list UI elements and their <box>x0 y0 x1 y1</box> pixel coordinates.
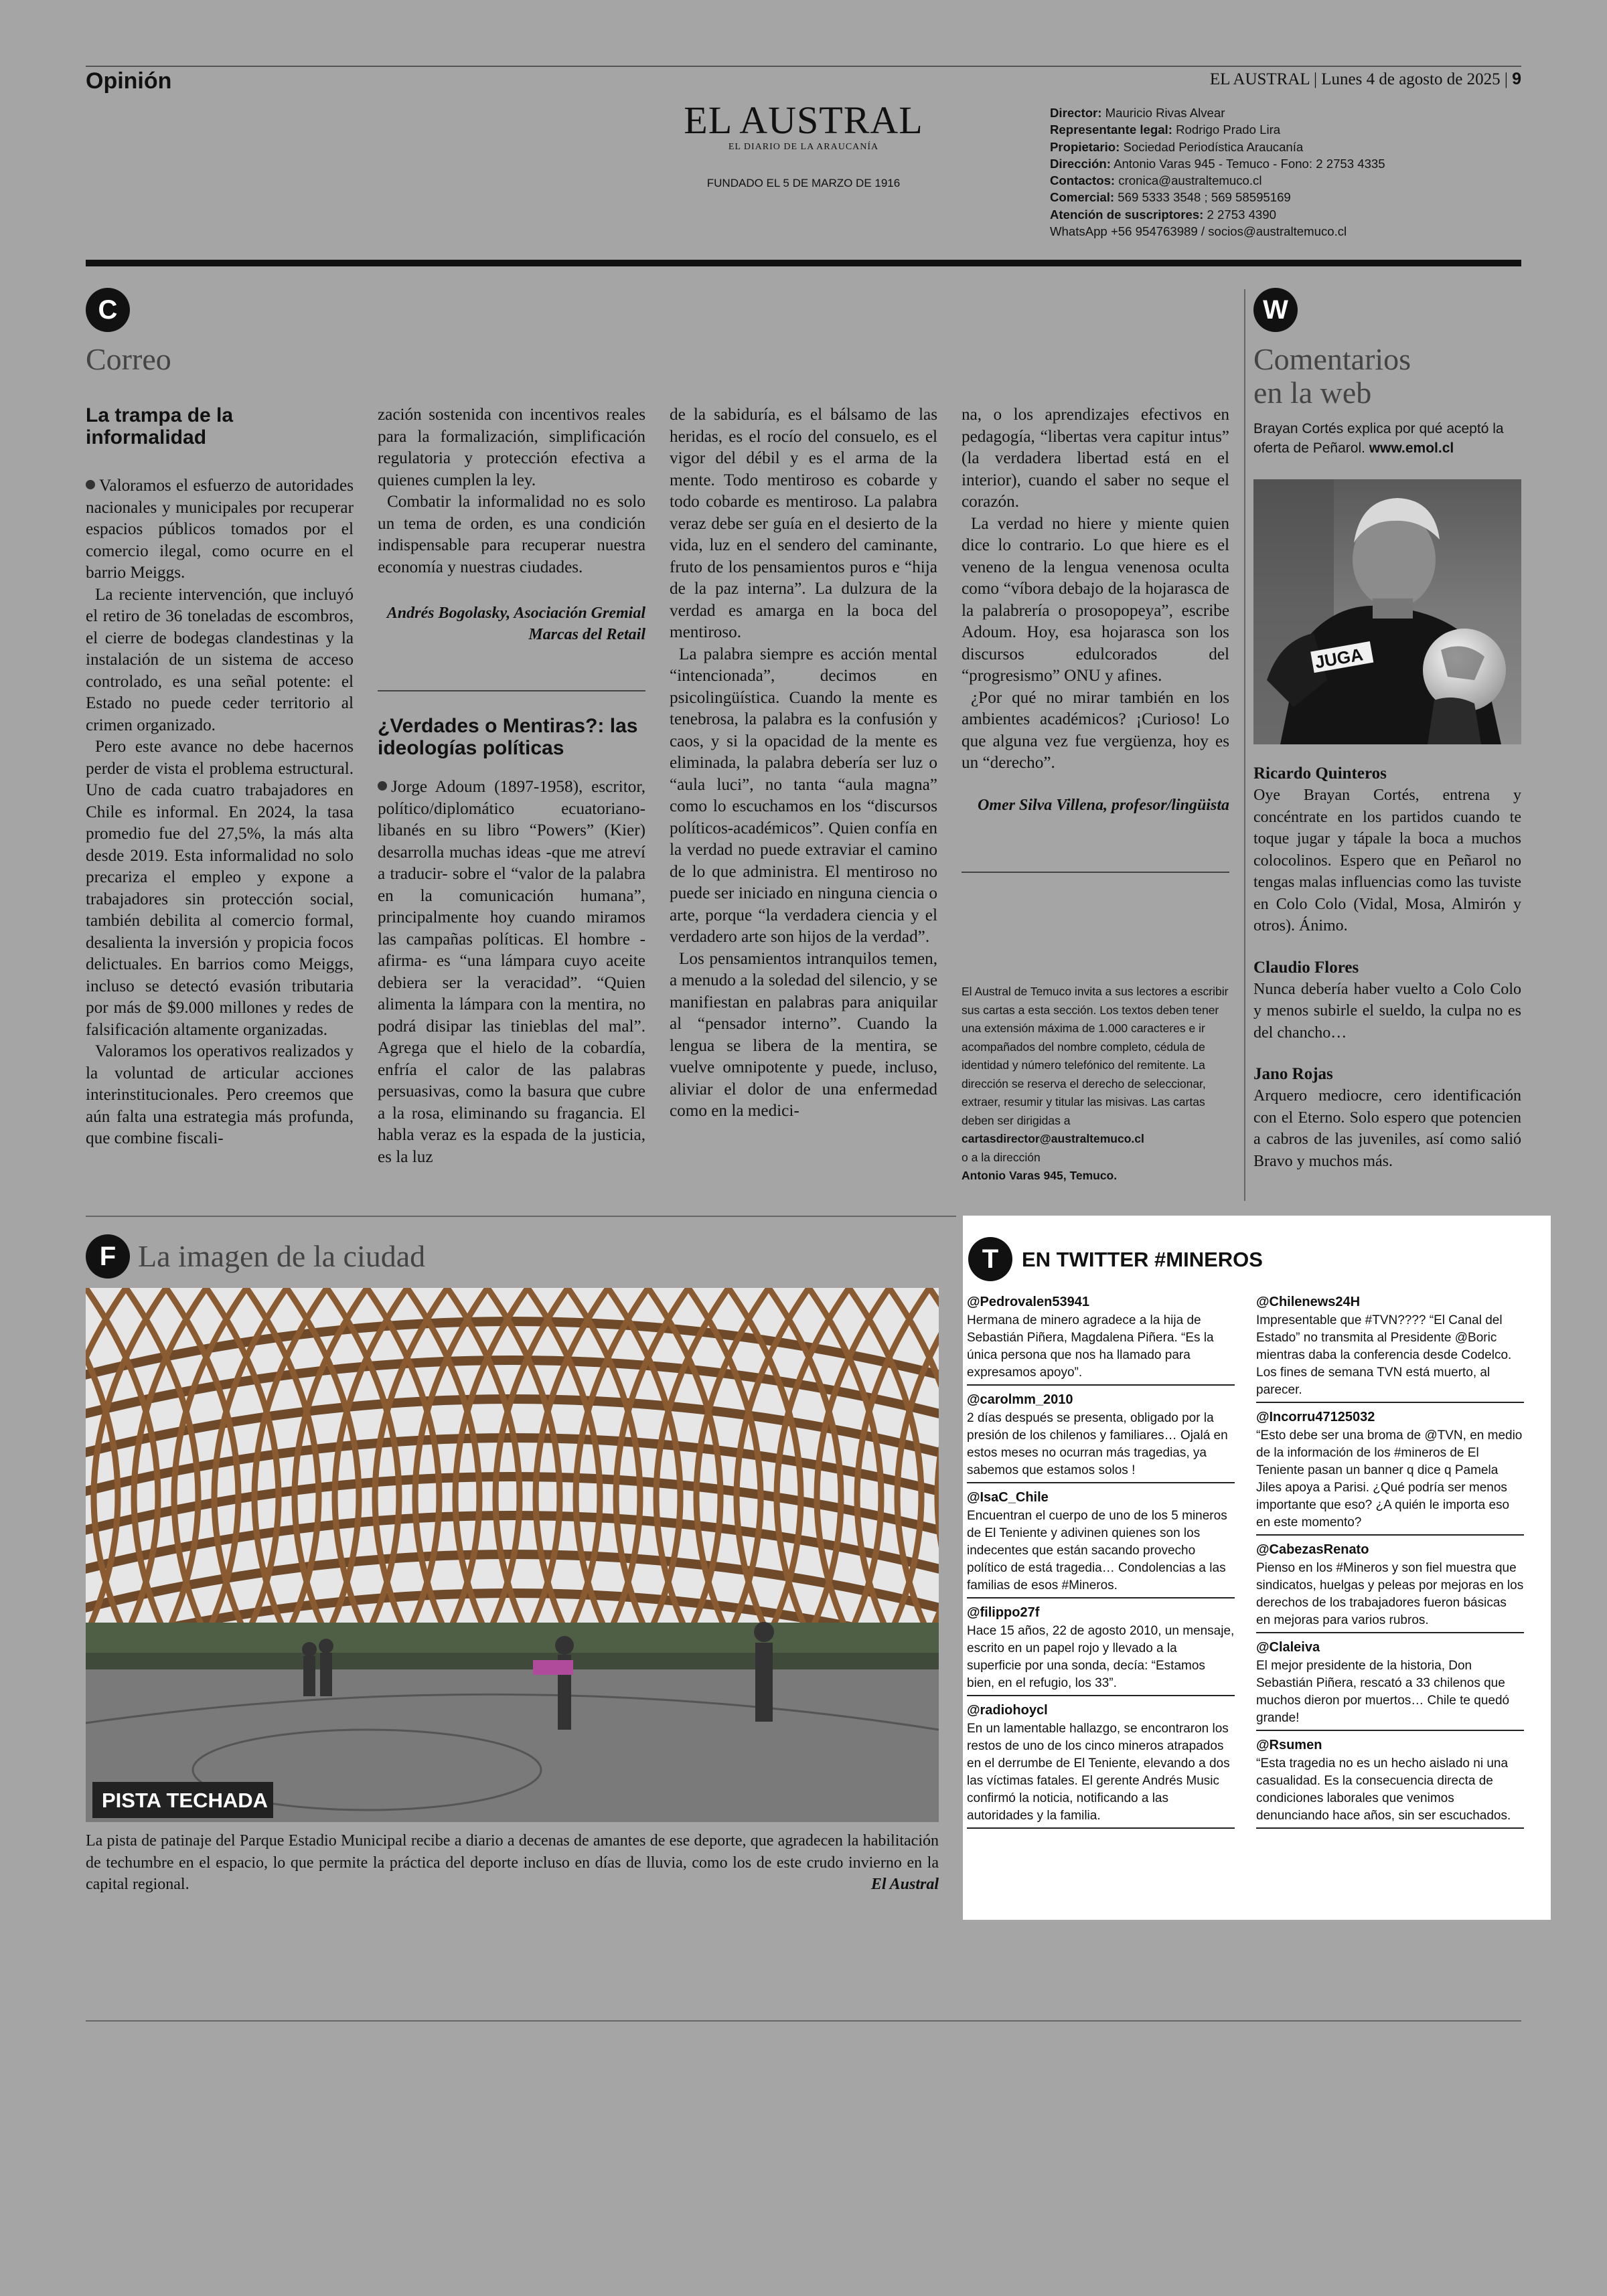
page-header-date: EL AUSTRAL | Lunes 4 de agosto de 2025 | 9 <box>1209 70 1521 88</box>
masthead-line <box>1050 172 1425 189</box>
comment-text: Oye Brayan Cortés, entrena y concéntrate en los partidos cuando te toque jugar y tápale la boca a muchos colocolinos. Espero que en Peñarol no tengas malas influencias como las tuviste en Colo Colo (Vidal, Mosa, Almirón y otros). Ánimo. <box>1253 787 1521 934</box>
letter2-paragraph: Jorge Adoum (1897-1958), escritor, político/diplomático ecuatoriano-libanés en su libro “Powers” (Kier) desarrolla muchas ideas -que me atreví a traducir- sobre el “valor de la palabra en la comunicación humana”, principalmente hoy cuando miramos las campañas políticas. El hombre -afirma- es “una lámpara cuyo aceite debiera ser la veracidad”. “Quien alimenta la lámpara con la mentira, no podrá disipar las tinieblas del mal”. Agrega que el hielo de la cobardía, enfría el calor de las palabras persuasivas, como la basura que cubre a la rosa, eliminando su fragancia. El habla veraz es la espada de la justicia, es la luz <box>378 778 645 1166</box>
letter2-title: ¿Verdades o Mentiras?: las ideologías políticas <box>378 715 638 759</box>
tweet-text: Encuentran el cuerpo de uno de los 5 mineros de El Teniente y adivinen quienes son los indecentes que están sacando provecho político de está tragedia… Condolencias a las familias de esos #Mineros. <box>967 1509 1227 1592</box>
paper-name: EL AUSTRAL <box>1209 70 1310 88</box>
tweet-handle[interactable]: @Claleiva <box>1256 1640 1320 1655</box>
bullet-icon <box>86 480 95 489</box>
comentarios-link[interactable]: www.emol.cl <box>1369 440 1454 456</box>
top-rule <box>86 66 1521 67</box>
masthead-value: 2 2753 4390 <box>1203 207 1276 222</box>
comentarios-title <box>1253 343 1411 410</box>
comentarios-title-line: en la web <box>1253 376 1372 410</box>
comentarios-subtitle-text: Brayan Cortés explica por qué aceptó la oferta de Peñarol. <box>1253 421 1504 456</box>
imagen-top-rule <box>86 1216 956 1217</box>
tweet-text: Hace 15 años, 22 de agosto 2010, un mensaje, escrito en un papel rojo y llevado a la superficie por una sonda, decía: “Estamos bien, en el refugio, los 33”. <box>967 1624 1235 1690</box>
tweet-handle[interactable]: @filippo27f <box>967 1605 1040 1620</box>
masthead-label: Dirección: <box>1050 156 1111 171</box>
skating-rink-photo <box>86 1288 939 1822</box>
tweet-text: En un lamentable hallazgo, se encontraron los restos de uno de los cinco mineros atrapados en el derrumbe de El Teniente, elevando a dos las víctimas fatales. El gerente Andrés Music confirmó la noticia, notificando a las autoridades y la familia. <box>967 1722 1230 1823</box>
jersey-text: JUGA <box>1313 644 1365 673</box>
twitter-panel <box>963 1216 1551 1920</box>
tweet-handle[interactable]: @Pedrovalen53941 <box>967 1295 1089 1309</box>
masthead-label: Propietario: <box>1050 139 1120 154</box>
logo-tagline: EL DIARIO DE LA ARAUCANÍA <box>728 142 879 152</box>
masthead-line <box>1050 223 1425 240</box>
comentarios-subtitle <box>1253 419 1521 458</box>
comment-item <box>1253 763 1521 937</box>
header-thick-rule <box>86 260 1521 266</box>
column-divider <box>1244 289 1245 1201</box>
letter2-column-1 <box>378 715 645 1168</box>
bullet-icon <box>378 781 387 791</box>
letters-note <box>962 983 1229 1185</box>
letter1-signature: Andrés Bogolasky, Asociación Gremial Marcas del Retail <box>386 604 645 643</box>
imagen-title: La imagen de la ciudad <box>138 1239 426 1273</box>
tweet-handle[interactable]: @IsaC_Chile <box>967 1490 1049 1505</box>
tweet <box>1256 1637 1524 1731</box>
letter1-column-1 <box>86 404 354 1150</box>
masthead-value: cronica@australtemuco.cl <box>1115 173 1262 188</box>
comment-item <box>1253 1064 1521 1172</box>
letter2-paragraph: de la sabiduría, es el bálsamo de las heridas, es el rocío del consuelo, es el vigor del débil y es el arma de la mente. Todo mentiroso es cobarde y todo cobarde es mentiroso. La palabra veraz debe ser guía en el desierto de la vida, luz en el sendero del caminante, fruto de los pensamientos puros e “hija de la paz interna”. La dulzura de la verdad es amarga en la boca del mentiroso. <box>670 406 937 641</box>
tweet <box>1256 1407 1524 1536</box>
masthead-label: Atención de suscriptores: <box>1050 207 1204 222</box>
masthead-line <box>1050 206 1425 223</box>
masthead-line <box>1050 121 1425 138</box>
letter1-paragraph: La reciente intervención, que incluyó el retiro de 36 toneladas de escombros, el cierre de bodegas clandestinas y la instalación de un sistema de acceso controlado, es una señal potente: el Estado no puede ceder territorio al crimen organizado. <box>86 585 354 734</box>
tweet <box>967 1487 1235 1598</box>
letter1-paragraph: zación sostenida con incentivos reales para la formalización, simplificación regulatoria y protección efectiva a quienes cumplen la ley. <box>378 406 645 489</box>
section-label: Opinión <box>86 68 172 94</box>
masthead-value: Rodrigo Prado Lira <box>1172 122 1281 137</box>
masthead-line <box>1050 189 1425 206</box>
comment-author: Ricardo Quinteros <box>1253 764 1387 783</box>
logo-name: EL AUSTRAL <box>684 98 923 142</box>
masthead <box>1050 104 1425 240</box>
letter1-title: La trampa de la informalidad <box>86 404 234 448</box>
letter2-paragraph: ¿Por qué no mirar también en los ambientes académicos? ¡Curioso! Lo que alguna vez fue vergüenza, hoy es un “derecho”. <box>962 688 1229 772</box>
logo <box>670 100 937 190</box>
tweet <box>1256 1292 1524 1403</box>
comment-author: Jano Rojas <box>1253 1065 1333 1083</box>
tweet-text: Impresentable que #TVN???? “El Canal del Estado” no transmita al Presidente @Boric mientras daba la conferencia desde Codelco. Los fines de semana TVN está muerto, al parecer. <box>1256 1313 1512 1397</box>
tweet <box>967 1292 1235 1386</box>
letter1-column-2 <box>378 404 645 645</box>
masthead-line <box>1050 155 1425 172</box>
tweet <box>1256 1540 1524 1633</box>
tweet-handle[interactable]: @Rsumen <box>1256 1738 1322 1752</box>
letter2-signature: Omer Silva Villena, profesor/lingüista <box>977 796 1229 814</box>
comment-text: Nunca debería haber vuelto a Colo Colo y menos subirle el sueldo, la culpa no es del chancho… <box>1253 980 1521 1042</box>
player-photo <box>1253 479 1521 744</box>
twitter-title: EN TWITTER #MINEROS <box>1022 1248 1263 1271</box>
correo-title: Correo <box>86 342 171 376</box>
letter1-paragraph: Valoramos el esfuerzo de autoridades nacionales y municipales por recuperar espacios públicos tomados por el comercio ilegal, como ocurre en el barrio Meiggs. <box>86 477 354 582</box>
tweet <box>1256 1735 1524 1829</box>
note-divider <box>962 872 1229 873</box>
letter2-paragraph: La palabra siempre es acción mental “intencionada”, decimos en psicolingüística. Cuando la mente es tenebrosa, la palabra es la confusión y caos, y si la opacidad de la mente es eliminada, la palabra debería ser luz o “aula luci”, no tanta “aula magna” como lo escuchamos en los “discursos políticos-académicos”. Quien confía en la verdad no puede extraviar el camino de lo que administra. El mentiroso no puede ser iniciado en ninguna ciencia o arte, porque “la verdadera ciencia y el verdadero arte son hijos de la verdad”. <box>670 645 937 946</box>
bottom-rule <box>86 2020 1521 2022</box>
correo-badge: C <box>86 288 130 332</box>
tweets-left-column <box>967 1292 1235 1833</box>
letter1-paragraph: Pero este avance no debe hacernos perder de vista el problema estructural. Uno de cada cuatro trabajadores en Chile es informal. En 2024, la tasa promedio fue del 27,5%, la más alta desde 2019. Esta informalidad no solo precariza el empleo y expone a trabajadores sin protección social, también debilita al comercio formal, desalienta la inversión y propicia focos delictuales. En barrios como Meiggs, incluso se detectó evasión tributaria por más de $9.000 millones y redes de falsificación altamente organizadas. <box>86 738 354 1039</box>
tweet-text: 2 días después se presenta, obligado por la presión de los chilenos y familiares… Ojalá en estos meses no ocurran más tragedias, ya sabemos que estamos solos ! <box>967 1411 1228 1477</box>
photo-label: PISTA TECHADA <box>102 1789 268 1812</box>
note-address: Antonio Varas 945, Temuco. <box>962 1169 1118 1182</box>
masthead-label: Representante legal: <box>1050 122 1172 137</box>
tweet <box>967 1390 1235 1483</box>
masthead-value: Antonio Varas 945 - Temuco - Fono: 2 2753 4335 <box>1110 156 1385 171</box>
tweet-handle[interactable]: @Chilenews24H <box>1256 1295 1361 1309</box>
letter2-paragraph: La verdad no hiere y miente quien dice lo contrario. Lo que hiere es el veneno de la lengua venenosa oculta como “víbora debajo de la hojarasca de la palabrería o prosopopeya”, escribe Adoum. Hoy, esa hojarasca son los discursos edulcorados del “progresismo” ONU y afines. <box>962 514 1229 685</box>
imagen-badge: F <box>86 1234 130 1279</box>
masthead-line <box>1050 104 1425 121</box>
masthead-line <box>1050 139 1425 155</box>
player-photo-svg <box>1253 479 1521 744</box>
note-email[interactable]: cartasdirector@australtemuco.cl <box>962 1132 1144 1145</box>
tweet-text: “Esto debe ser una broma de @TVN, en medio de la información de los #mineros de El Teniente pasan un banner q dice q Pamela Jiles apoya a Parisi. ¿Qué podría ser menos importante que eso? ¿A quién le importa eso en este momento? <box>1256 1428 1523 1530</box>
letter1-paragraph: Valoramos los operativos realizados y la voluntad de articular acciones interinstitucionales. Pero creemos que aún falta una estrategia más profunda, que combine fiscali- <box>86 1042 354 1147</box>
comentarios-list <box>1253 763 1521 1192</box>
tweet <box>967 1603 1235 1696</box>
tweet-text: “Esta tragedia no es un hecho aislado ni una casualidad. Es la consecuencia directa de condiciones laborales que venimos denunciando hace años, sin ser escuchados. <box>1256 1756 1511 1823</box>
letter2-paragraph: Los pensamientos intranquilos temen, a menudo a la soledad del silencio, y se manifiestan en palabras para aniquilar al “pensador interno”. Cuando la lengua se libera de la mentira, se vuelve omnipotente y puede, incluso, aliviar el dolor de una enfermedad como en la medici- <box>670 949 937 1120</box>
comment-text: Arquero mediocre, cero identificación con el Eterno. Solo espero que potencien a cabros de las juveniles, así como salió Bravo y muchos más. <box>1253 1087 1521 1170</box>
date: Lunes 4 de agosto de 2025 <box>1321 70 1501 88</box>
comentarios-badge: W <box>1253 288 1298 332</box>
note-text: El Austral de Temuco invita a sus lectores a escribir sus cartas a esta sección. Los textos deben tener una extensión máxima de 1.000 caracteres e ir acompañados del nombre completo, cédula de identidad y número telefónico del remitente. La dirección se reserva el derecho de seleccionar, extraer, resumir y titular las misivas. Las cartas deben ser dirigidas a <box>962 985 1229 1127</box>
tweet-handle[interactable]: @radiohoycl <box>967 1703 1048 1718</box>
tweet-handle[interactable]: @CabezasRenato <box>1256 1542 1369 1557</box>
twitter-badge: T <box>968 1237 1012 1281</box>
skating-rink-svg <box>86 1288 939 1822</box>
comentarios-title-line: Comentarios <box>1253 342 1411 376</box>
comment-author: Claudio Flores <box>1253 958 1359 977</box>
letter2-column-3 <box>962 404 1229 816</box>
photo-caption <box>86 1830 939 1896</box>
tweet-text: El mejor presidente de la historia, Don Sebastián Piñera, rescató a 33 chilenos que muchos dieron por muertos… Chile te quedó grande! <box>1256 1659 1510 1725</box>
letter2-column-2 <box>670 404 937 1123</box>
letter-divider <box>378 690 645 691</box>
photo-credit: El Austral <box>870 1876 939 1893</box>
masthead-label: Contactos: <box>1050 173 1116 188</box>
tweets-right-column <box>1256 1292 1524 1833</box>
tweet-text: Hermana de minero agradece a la hija de Sebastián Piñera, Magdalena Piñera. “Es la única persona que nos ha llamado para expresamos apoyo”. <box>967 1313 1214 1380</box>
masthead-value: 569 5333 3548 ; 569 58595169 <box>1114 190 1291 205</box>
tweet-handle[interactable]: @carolmm_2010 <box>967 1392 1073 1407</box>
page-number: 9 <box>1512 70 1521 88</box>
letter1-paragraph: Combatir la informalidad no es solo un tema de orden, es una condición indispensable para recuperar nuestra economía y nuestras ciudades. <box>378 493 645 576</box>
founded-line: FUNDADO EL 5 DE MARZO DE 1916 <box>706 177 901 189</box>
tweet-handle[interactable]: @Incorru47125032 <box>1256 1410 1375 1424</box>
masthead-label: Comercial: <box>1050 190 1115 205</box>
masthead-value: Mauricio Rivas Alvear <box>1101 106 1225 120</box>
masthead-label: Director: <box>1050 106 1102 120</box>
caption-text: La pista de patinaje del Parque Estadio Municipal recibe a diario a decenas de amantes de ese deporte, que agradecen la habilitación de techumbre en el espacio, lo que permite la práctica del deporte incluso en días de lluvia, como los de este crudo invierno en la capital regional. <box>86 1832 939 1893</box>
comment-item <box>1253 957 1521 1044</box>
note-or: o a la dirección <box>962 1150 1041 1164</box>
tweet-text: Pienso en los #Mineros y son fiel muestra que sindicatos, huelgas y peleas por mejoras en los derechos de los trabajadores fueron básicas en mejoras para varios rubros. <box>1256 1561 1524 1627</box>
masthead-value: Sociedad Periodística Araucanía <box>1120 139 1304 154</box>
masthead-value: WhatsApp +56 954763989 / socios@australtemuco.cl <box>1050 224 1347 239</box>
letter2-paragraph: na, o los aprendizajes efectivos en pedagogía, “libertas vera capitur intus” (la verdadera libertad está en el interior), cuando el saber no seque el corazón. <box>962 406 1229 511</box>
tweet <box>967 1700 1235 1829</box>
